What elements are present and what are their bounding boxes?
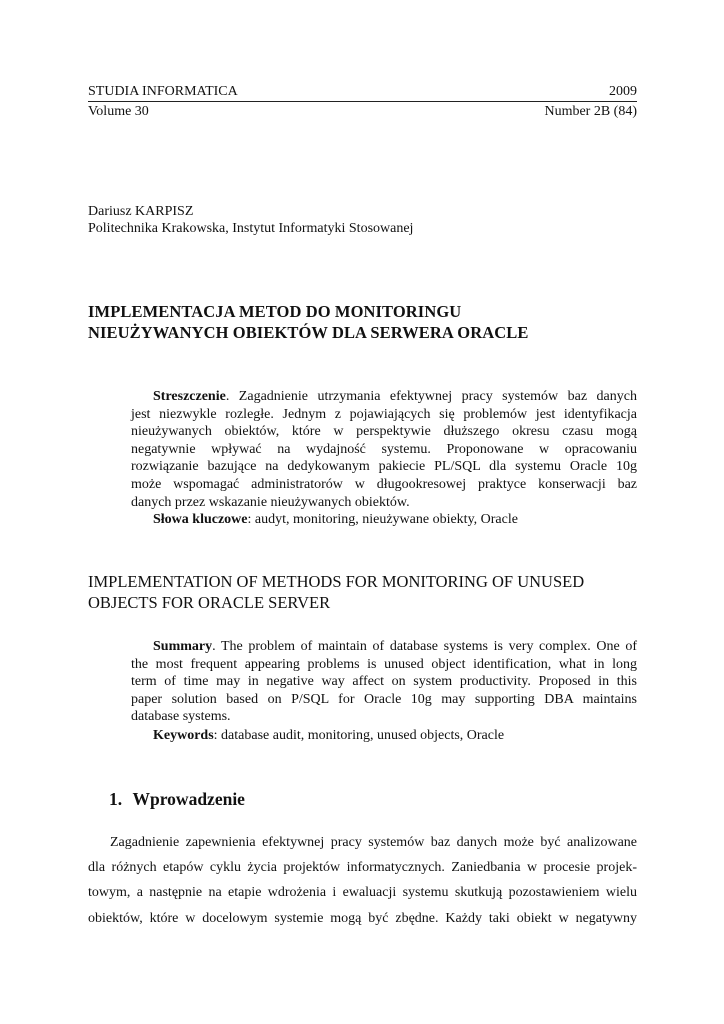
journal-name: STUDIA INFORMATICA <box>88 84 238 99</box>
title-en-line-2: OBJECTS FOR ORACLE SERVER <box>88 593 331 612</box>
abstract-en-line-5: database systems. <box>131 709 231 725</box>
abstract-pl-line-2: jest niezwykle rozległe. Jednym z pojawiających się problemów jest identyfikacja <box>131 406 637 422</box>
title-pl-line-1: IMPLEMENTACJA METOD DO MONITORINGU <box>88 302 462 321</box>
section-number: 1. <box>109 789 123 809</box>
journal-volume: Volume 30 <box>88 104 149 119</box>
keywords-pl <box>153 511 518 528</box>
paper-title-pl <box>88 301 648 343</box>
section-body <box>88 830 637 931</box>
abstract-en <box>131 638 637 726</box>
keywords-en-text: : database audit, monitoring, unused objects, Oracle <box>213 728 505 743</box>
body-line-4: obiektów, które w docelowym systemie mogą być zbędne. Każdy taki obiekt w negatywny <box>88 910 637 926</box>
journal-number: Number 2B (84) <box>544 104 637 119</box>
abstract-pl-label: Streszczenie <box>153 389 226 404</box>
section-heading <box>109 788 245 810</box>
section-title: Wprowadzenie <box>132 789 245 809</box>
abstract-en-label: Summary <box>153 639 213 654</box>
abstract-pl-line-1: Streszczenie. Zagadnienie utrzymania efektywnej pracy systemów baz danych <box>153 389 637 404</box>
keywords-en-label: Keywords <box>153 728 214 743</box>
abstract-pl-line-3: nieużywanych obiektów, które w perspektywie dłuższego okresu czasu mogą <box>131 424 637 440</box>
abstract-en-line-1: Summary. The problem of maintain of database systems is very complex. One of <box>153 639 637 654</box>
author-name: Dariusz KARPISZ <box>88 204 194 219</box>
keywords-en <box>153 727 504 744</box>
title-en-line-1: IMPLEMENTATION OF METHODS FOR MONITORING OF UNUSED <box>88 572 585 591</box>
abstract-en-line-3: term of time may in negative way affect on system productivity. Proposed in this <box>131 674 637 690</box>
abstract-pl <box>131 388 637 511</box>
paper-title-en <box>88 571 648 613</box>
abstract-en-line-4: paper solution based on P/SQL for Oracle 10g may supporting DBA maintains <box>131 691 637 707</box>
author-affiliation: Politechnika Krakowska, Instytut Informatyki Stosowanej <box>88 221 414 236</box>
abstract-en-line-2: the most frequent appearing problems is unused object identification, what in long <box>131 656 637 672</box>
header-rule <box>88 101 637 102</box>
journal-year: 2009 <box>609 84 637 99</box>
body-line-2: dla różnych etapów cyklu życia projektów informatycznych. Zaniedbania w procesie projek- <box>88 860 637 876</box>
abstract-pl-line-5: rozwiązanie bazujące na dedykowanym pakiecie PL/SQL dla systemu Oracle 10g <box>131 459 637 475</box>
abstract-pl-line-7: danych przez wskazanie nieużywanych obiektów. <box>131 494 410 510</box>
body-line-3: towym, a następnie na etapie wdrożenia i ewaluacji systemu skutkują pozostawieniem wielu <box>88 885 637 901</box>
abstract-pl-line-6: może wspomagać administratorów w długookresowej praktyce konserwacji baz <box>131 476 637 492</box>
keywords-pl-label: Słowa kluczowe <box>153 512 248 527</box>
title-pl-line-2: NIEUŻYWANYCH OBIEKTÓW DLA SERWERA ORACLE <box>88 323 529 342</box>
body-line-1: Zagadnienie zapewnienia efektywnej pracy systemów baz danych może być analizowane <box>110 835 637 850</box>
keywords-pl-text: : audyt, monitoring, nieużywane obiekty, Oracle <box>247 512 518 527</box>
abstract-pl-line-4: negatywnie wpływać na wydajność systemu. Proponowane w opracowaniu <box>131 441 637 457</box>
